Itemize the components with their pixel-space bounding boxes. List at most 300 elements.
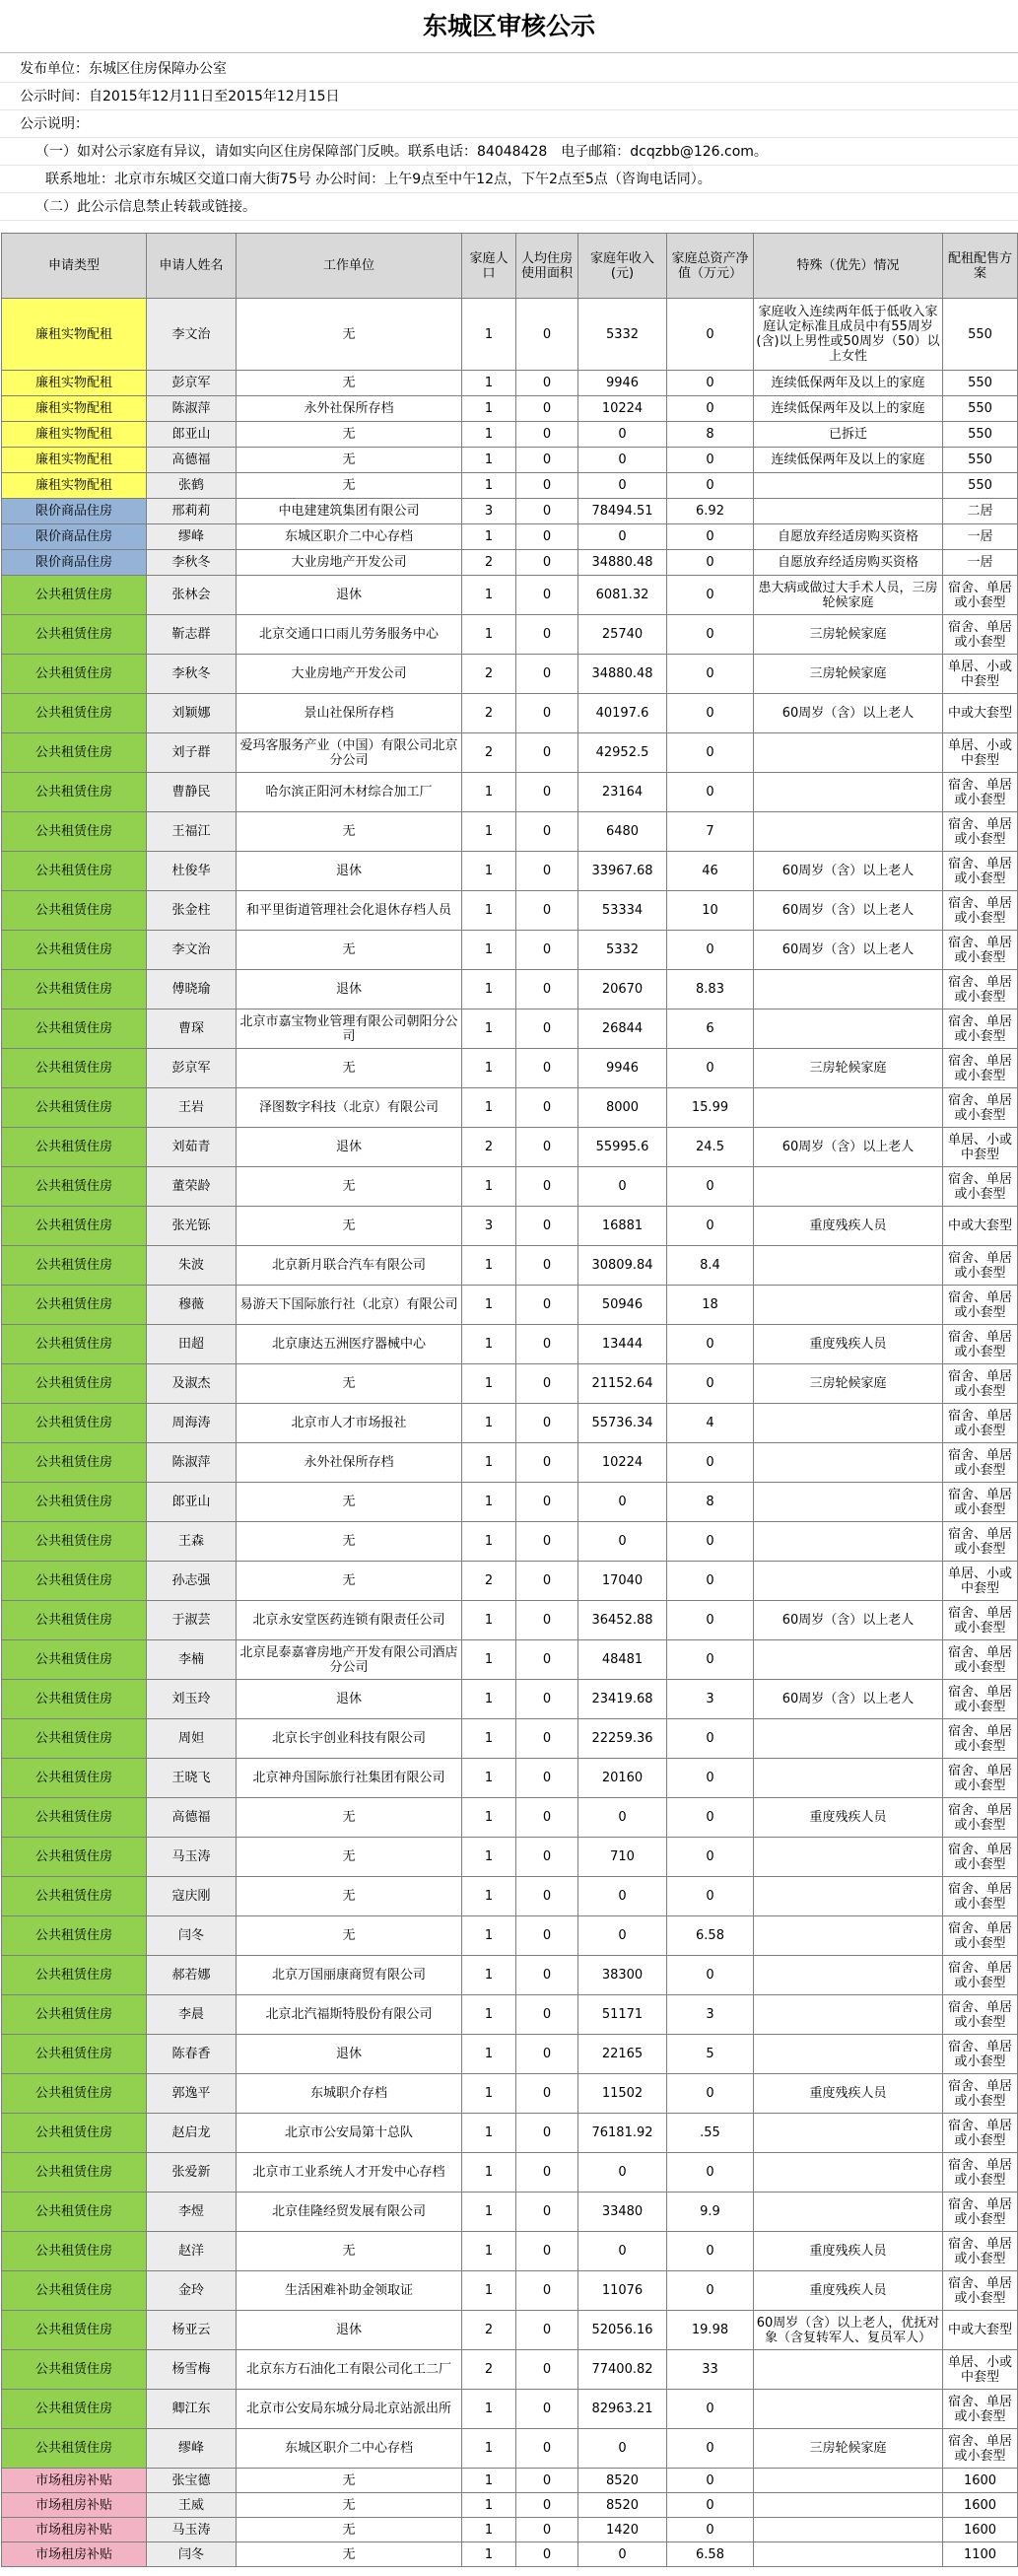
cell-application-type: 公共租赁住房 [2,1562,147,1601]
cell-net-assets: 9.9 [667,2193,754,2232]
cell-net-assets: 0 [667,1325,754,1364]
cell-net-assets: 8 [667,1483,754,1522]
cell-application-type: 公共租赁住房 [2,1759,147,1798]
cell-application-type: 公共租赁住房 [2,694,147,733]
cell-application-type: 公共租赁住房 [2,2193,147,2232]
table-row [2,2429,1018,2469]
cell-allocation-plan: 宿舍、单居或小套型 [943,1601,1018,1640]
cell-applicant-name: 彭京军 [147,1049,237,1088]
cell-per-capita-area: 0 [516,733,578,773]
cell-applicant-name: 李文治 [147,931,237,970]
table-row [2,891,1018,931]
cell-work-unit: 无 [237,1167,462,1207]
cell-allocation-plan: 宿舍、单居或小套型 [943,1483,1018,1522]
cell-special-condition: 连续低保两年及以上的家庭 [754,371,943,396]
table-row [2,1286,1018,1325]
cell-special-condition: 三房轮候家庭 [754,2429,943,2469]
cell-household-size: 1 [462,2193,516,2232]
cell-allocation-plan: 宿舍、单居或小套型 [943,2114,1018,2153]
cell-special-condition [754,1088,943,1128]
table-row [2,1916,1018,1956]
cell-net-assets: .55 [667,2114,754,2153]
cell-per-capita-area: 0 [516,396,578,422]
cell-per-capita-area: 0 [516,371,578,396]
cell-special-condition [754,2542,943,2567]
cell-household-size: 1 [462,1246,516,1286]
cell-applicant-name: 李文治 [147,299,237,371]
cell-applicant-name: 李晨 [147,1995,237,2035]
cell-per-capita-area: 0 [516,1207,578,1246]
cell-allocation-plan: 单居、小或中套型 [943,1562,1018,1601]
publisher-line: 发布单位：东城区住房保障办公室 [0,55,1018,83]
cell-allocation-plan: 宿舍、单居或小套型 [943,1443,1018,1483]
header-work-unit: 工作单位 [237,234,462,299]
table-row [2,2518,1018,2542]
cell-work-unit: 退休 [237,576,462,615]
cell-applicant-name: 张林会 [147,576,237,615]
cell-allocation-plan: 宿舍、单居或小套型 [943,891,1018,931]
cell-allocation-plan: 宿舍、单居或小套型 [943,931,1018,970]
cell-special-condition: 自愿放弃经适房购买资格 [754,524,943,550]
cell-application-type: 公共租赁住房 [2,2035,147,2074]
cell-work-unit: 北京永安堂医药连锁有限责任公司 [237,1601,462,1640]
cell-net-assets: 0 [667,615,754,655]
cell-household-size: 1 [462,1483,516,1522]
cell-annual-income: 25740 [578,615,667,655]
cell-special-condition: 三房轮候家庭 [754,655,943,694]
cell-allocation-plan: 宿舍、单居或小套型 [943,615,1018,655]
cell-annual-income: 6081.32 [578,576,667,615]
cell-net-assets: 0 [667,1601,754,1640]
cell-work-unit: 大业房地产开发公司 [237,550,462,576]
cell-special-condition [754,1522,943,1562]
cell-household-size: 1 [462,1167,516,1207]
cell-special-condition: 重度残疾人员 [754,2074,943,2114]
cell-special-condition [754,2350,943,2390]
cell-net-assets: 0 [667,2232,754,2271]
cell-application-type: 公共租赁住房 [2,1325,147,1364]
cell-annual-income: 0 [578,1877,667,1916]
table-row [2,550,1018,576]
cell-work-unit: 北京康达五洲医疗器械中心 [237,1325,462,1364]
table-row [2,1404,1018,1443]
cell-net-assets: 0 [667,733,754,773]
notice-info [0,55,1018,221]
cell-application-type: 公共租赁住房 [2,2429,147,2469]
cell-allocation-plan: 550 [943,422,1018,448]
cell-net-assets: 0 [667,2493,754,2518]
cell-allocation-plan: 宿舍、单居或小套型 [943,1838,1018,1877]
cell-work-unit: 无 [237,2469,462,2493]
cell-per-capita-area: 0 [516,2232,578,2271]
cell-per-capita-area: 0 [516,891,578,931]
cell-allocation-plan: 宿舍、单居或小套型 [943,1404,1018,1443]
cell-per-capita-area: 0 [516,499,578,524]
cell-per-capita-area: 0 [516,1246,578,1286]
cell-annual-income: 34880.48 [578,550,667,576]
table-row [2,2493,1018,2518]
cell-per-capita-area: 0 [516,1167,578,1207]
cell-application-type: 廉租实物配租 [2,448,147,473]
cell-allocation-plan: 1100 [943,2542,1018,2567]
cell-per-capita-area: 0 [516,1995,578,2035]
cell-household-size: 2 [462,733,516,773]
cell-allocation-plan: 550 [943,448,1018,473]
cell-work-unit: 北京新月联合汽车有限公司 [237,1246,462,1286]
cell-household-size: 1 [462,1325,516,1364]
cell-net-assets: 0 [667,1798,754,1838]
cell-net-assets: 0 [667,448,754,473]
cell-special-condition [754,1877,943,1916]
cell-per-capita-area: 0 [516,2350,578,2390]
cell-household-size: 1 [462,773,516,812]
cell-work-unit: 爱玛客服务产业（中国）有限公司北京分公司 [237,733,462,773]
cell-work-unit: 哈尔滨正阳河木材综合加工厂 [237,773,462,812]
cell-work-unit: 北京市公安局东城分局北京站派出所 [237,2390,462,2429]
cell-special-condition: 已拆迁 [754,422,943,448]
cell-household-size: 1 [462,1286,516,1325]
cell-applicant-name: 郎亚山 [147,1483,237,1522]
cell-annual-income: 0 [578,2153,667,2193]
cell-applicant-name: 马玉涛 [147,2518,237,2542]
table-row [2,1443,1018,1483]
cell-household-size: 1 [462,1680,516,1719]
cell-household-size: 1 [462,524,516,550]
cell-annual-income: 13444 [578,1325,667,1364]
cell-household-size: 1 [462,2271,516,2311]
table-row [2,1956,1018,1995]
cell-work-unit: 无 [237,1798,462,1838]
cell-per-capita-area: 0 [516,931,578,970]
cell-allocation-plan: 宿舍、单居或小套型 [943,2232,1018,2271]
cell-work-unit: 无 [237,299,462,371]
cell-household-size: 1 [462,891,516,931]
cell-applicant-name: 闫冬 [147,1916,237,1956]
cell-allocation-plan: 单居、小或中套型 [943,655,1018,694]
cell-annual-income: 10224 [578,1443,667,1483]
cell-applicant-name: 及淑杰 [147,1364,237,1404]
cell-net-assets: 8.83 [667,970,754,1010]
cell-household-size: 1 [462,422,516,448]
cell-application-type: 限价商品住房 [2,524,147,550]
cell-work-unit: 和平里街道管理社会化退休存档人员 [237,891,462,931]
cell-work-unit: 北京市嘉宝物业管理有限公司朝阳分公司 [237,1010,462,1049]
cell-per-capita-area: 0 [516,1640,578,1680]
cell-application-type: 廉租实物配租 [2,299,147,371]
cell-net-assets: 3 [667,1995,754,2035]
cell-applicant-name: 张鹤 [147,473,237,499]
cell-per-capita-area: 0 [516,1128,578,1167]
cell-work-unit: 无 [237,1364,462,1404]
cell-applicant-name: 王森 [147,1522,237,1562]
cell-net-assets: 0 [667,550,754,576]
cell-special-condition: 60周岁（含）以上老人 [754,694,943,733]
cell-annual-income: 5332 [578,931,667,970]
cell-work-unit: 北京昆泰嘉睿房地产开发有限公司酒店分公司 [237,1640,462,1680]
cell-application-type: 公共租赁住房 [2,1522,147,1562]
cell-annual-income: 0 [578,524,667,550]
cell-allocation-plan: 宿舍、单居或小套型 [943,1522,1018,1562]
cell-work-unit: 大业房地产开发公司 [237,655,462,694]
cell-applicant-name: 王威 [147,2493,237,2518]
cell-special-condition: 60周岁（含）以上老人 [754,931,943,970]
table-row [2,396,1018,422]
cell-net-assets: 19.98 [667,2311,754,2350]
cell-special-condition [754,1483,943,1522]
header-special-condition: 特殊（优先）情况 [754,234,943,299]
cell-net-assets: 24.5 [667,1128,754,1167]
cell-special-condition [754,1759,943,1798]
cell-annual-income: 36452.88 [578,1601,667,1640]
cell-net-assets: 33 [667,2350,754,2390]
cell-per-capita-area: 0 [516,1759,578,1798]
cell-allocation-plan: 宿舍、单居或小套型 [943,1680,1018,1719]
cell-household-size: 1 [462,2153,516,2193]
cell-applicant-name: 曹静民 [147,773,237,812]
cell-application-type: 公共租赁住房 [2,1443,147,1483]
cell-household-size: 3 [462,1207,516,1246]
cell-per-capita-area: 0 [516,2469,578,2493]
cell-special-condition [754,812,943,852]
cell-net-assets: 0 [667,2469,754,2493]
cell-household-size: 1 [462,1798,516,1838]
cell-application-type: 廉租实物配租 [2,422,147,448]
cell-household-size: 1 [462,1956,516,1995]
cell-net-assets: 0 [667,1956,754,1995]
cell-household-size: 1 [462,396,516,422]
cell-per-capita-area: 0 [516,2035,578,2074]
cell-special-condition [754,1246,943,1286]
cell-allocation-plan: 一居 [943,550,1018,576]
cell-special-condition: 三房轮候家庭 [754,1049,943,1088]
table-row [2,2114,1018,2153]
cell-household-size: 1 [462,1995,516,2035]
cell-special-condition: 60周岁（含）以上老人 [754,891,943,931]
cell-annual-income: 1420 [578,2518,667,2542]
cell-household-size: 1 [462,1404,516,1443]
cell-application-type: 廉租实物配租 [2,473,147,499]
cell-work-unit: 北京市公安局第十总队 [237,2114,462,2153]
table-row [2,1325,1018,1364]
cell-per-capita-area: 0 [516,1956,578,1995]
cell-applicant-name: 孙志强 [147,1562,237,1601]
cell-applicant-name: 杨亚云 [147,2311,237,2350]
cell-work-unit: 无 [237,2493,462,2518]
cell-household-size: 2 [462,694,516,733]
cell-net-assets: 0 [667,2429,754,2469]
cell-annual-income: 48481 [578,1640,667,1680]
cell-net-assets: 18 [667,1286,754,1325]
cell-application-type: 限价商品住房 [2,550,147,576]
cell-net-assets: 0 [667,1049,754,1088]
table-row [2,2193,1018,2232]
cell-applicant-name: 缪峰 [147,524,237,550]
cell-work-unit: 北京长宇创业科技有限公司 [237,1719,462,1759]
cell-net-assets: 0 [667,1207,754,1246]
cell-household-size: 1 [462,1443,516,1483]
cell-work-unit: 景山社保所存档 [237,694,462,733]
cell-applicant-name: 郎亚山 [147,422,237,448]
table-row [2,931,1018,970]
table-row [2,2469,1018,2493]
cell-annual-income: 20160 [578,1759,667,1798]
cell-per-capita-area: 0 [516,299,578,371]
cell-net-assets: 0 [667,299,754,371]
cell-application-type: 市场租房补贴 [2,2493,147,2518]
cell-work-unit: 北京东方石油化工有限公司化工二厂 [237,2350,462,2390]
cell-household-size: 3 [462,499,516,524]
cell-applicant-name: 陈淑萍 [147,1443,237,1483]
cell-net-assets: 15.99 [667,1088,754,1128]
cell-per-capita-area: 0 [516,773,578,812]
cell-application-type: 公共租赁住房 [2,1916,147,1956]
cell-household-size: 1 [462,2114,516,2153]
cell-special-condition [754,1404,943,1443]
table-row [2,2390,1018,2429]
cell-per-capita-area: 0 [516,2074,578,2114]
cell-special-condition: 患大病或做过大手术人员，三房轮候家庭 [754,576,943,615]
table-row [2,2271,1018,2311]
cell-application-type: 公共租赁住房 [2,2153,147,2193]
review-table [1,233,1018,2567]
table-row [2,1640,1018,1680]
cell-special-condition [754,1719,943,1759]
cell-annual-income: 20670 [578,970,667,1010]
cell-applicant-name: 李煜 [147,2193,237,2232]
table-body [2,299,1018,2567]
cell-annual-income: 5332 [578,299,667,371]
header-applicant-name: 申请人姓名 [147,234,237,299]
cell-household-size: 1 [462,931,516,970]
cell-per-capita-area: 0 [516,1364,578,1404]
cell-work-unit: 无 [237,1877,462,1916]
cell-annual-income: 21152.64 [578,1364,667,1404]
cell-applicant-name: 张光铄 [147,1207,237,1246]
cell-per-capita-area: 0 [516,1286,578,1325]
cell-net-assets: 0 [667,396,754,422]
cell-allocation-plan: 宿舍、单居或小套型 [943,2193,1018,2232]
cell-annual-income: 6480 [578,812,667,852]
table-row [2,1246,1018,1286]
cell-application-type: 廉租实物配租 [2,371,147,396]
cell-allocation-plan: 单居、小或中套型 [943,733,1018,773]
cell-allocation-plan: 宿舍、单居或小套型 [943,1286,1018,1325]
table-row [2,733,1018,773]
cell-special-condition [754,1995,943,2035]
cell-work-unit: 无 [237,371,462,396]
cell-household-size: 1 [462,371,516,396]
cell-annual-income: 0 [578,1483,667,1522]
cell-net-assets: 0 [667,1167,754,1207]
table-row [2,1798,1018,1838]
table-row [2,852,1018,891]
header-net-assets: 家庭总资产净值（万元） [667,234,754,299]
cell-allocation-plan: 宿舍、单居或小套型 [943,1877,1018,1916]
table-row [2,576,1018,615]
cell-annual-income: 11076 [578,2271,667,2311]
cell-application-type: 市场租房补贴 [2,2518,147,2542]
cell-allocation-plan: 宿舍、单居或小套型 [943,1010,1018,1049]
cell-allocation-plan: 宿舍、单居或小套型 [943,812,1018,852]
cell-work-unit: 无 [237,931,462,970]
cell-allocation-plan: 宿舍、单居或小套型 [943,970,1018,1010]
cell-allocation-plan: 宿舍、单居或小套型 [943,1246,1018,1286]
cell-applicant-name: 杜俊华 [147,852,237,891]
cell-application-type: 公共租赁住房 [2,1838,147,1877]
cell-annual-income: 0 [578,1916,667,1956]
table-row [2,1483,1018,1522]
cell-allocation-plan: 中或大套型 [943,2311,1018,2350]
header-allocation-plan: 配租配售方案 [943,234,1018,299]
header-household-size: 家庭人口 [462,234,516,299]
table-row [2,2232,1018,2271]
cell-household-size: 2 [462,1128,516,1167]
cell-household-size: 1 [462,2469,516,2493]
cell-application-type: 公共租赁住房 [2,615,147,655]
cell-work-unit: 无 [237,1049,462,1088]
cell-applicant-name: 刘颖娜 [147,694,237,733]
cell-per-capita-area: 0 [516,448,578,473]
cell-applicant-name: 李楠 [147,1640,237,1680]
cell-annual-income: 0 [578,1167,667,1207]
cell-allocation-plan: 宿舍、单居或小套型 [943,1759,1018,1798]
cell-annual-income: 0 [578,1522,667,1562]
cell-per-capita-area: 0 [516,2542,578,2567]
cell-allocation-plan: 宿舍、单居或小套型 [943,1167,1018,1207]
cell-household-size: 1 [462,473,516,499]
cell-net-assets: 0 [667,1640,754,1680]
cell-per-capita-area: 0 [516,1325,578,1364]
cell-annual-income: 0 [578,2542,667,2567]
cell-net-assets: 8 [667,422,754,448]
cell-allocation-plan: 一居 [943,524,1018,550]
cell-application-type: 公共租赁住房 [2,1246,147,1286]
cell-application-type: 公共租赁住房 [2,2311,147,2350]
cell-applicant-name: 刘子群 [147,733,237,773]
cell-household-size: 1 [462,1049,516,1088]
cell-work-unit: 无 [237,2542,462,2567]
cell-applicant-name: 高德福 [147,448,237,473]
cell-applicant-name: 王福江 [147,812,237,852]
cell-application-type: 公共租赁住房 [2,1286,147,1325]
cell-per-capita-area: 0 [516,970,578,1010]
table-row [2,1680,1018,1719]
table-row [2,371,1018,396]
cell-applicant-name: 周妲 [147,1719,237,1759]
cell-annual-income: 9946 [578,1049,667,1088]
cell-household-size: 1 [462,2390,516,2429]
cell-annual-income: 30809.84 [578,1246,667,1286]
table-row [2,2035,1018,2074]
cell-household-size: 1 [462,448,516,473]
cell-annual-income: 78494.51 [578,499,667,524]
cell-application-type: 公共租赁住房 [2,1798,147,1838]
table-row [2,1522,1018,1562]
cell-applicant-name: 高德福 [147,1798,237,1838]
table-row [2,1838,1018,1877]
cell-application-type: 公共租赁住房 [2,2390,147,2429]
cell-allocation-plan: 宿舍、单居或小套型 [943,2035,1018,2074]
table-row [2,812,1018,852]
cell-household-size: 1 [462,2429,516,2469]
cell-per-capita-area: 0 [516,2271,578,2311]
cell-special-condition: 重度残疾人员 [754,1207,943,1246]
table-row [2,2542,1018,2567]
cell-net-assets: 0 [667,576,754,615]
cell-per-capita-area: 0 [516,2493,578,2518]
cell-application-type: 公共租赁住房 [2,576,147,615]
cell-annual-income: 22259.36 [578,1719,667,1759]
